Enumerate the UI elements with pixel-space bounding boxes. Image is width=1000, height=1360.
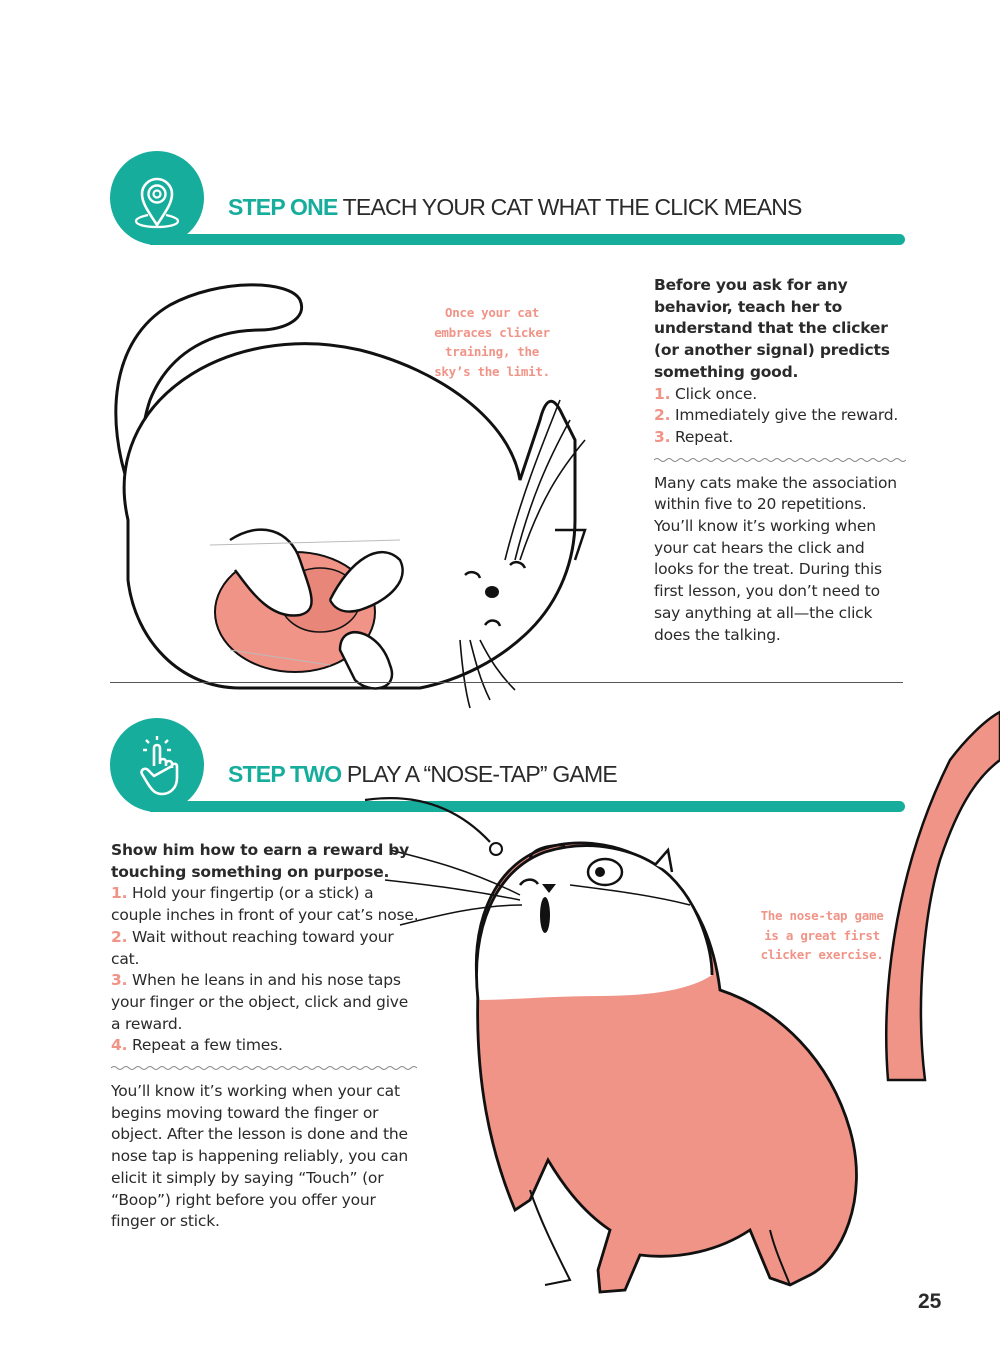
step-two-item-2: 2. Wait without reaching toward your cat. bbox=[111, 927, 394, 968]
step-one-item-3: 3. Repeat. bbox=[654, 427, 734, 446]
step-two-keyword: STEP TWO bbox=[228, 761, 342, 787]
step-one-keyword: STEP ONE bbox=[228, 194, 338, 220]
step-two-item-4: 4. Repeat a few times. bbox=[111, 1036, 283, 1055]
step-two-title-text: PLAY A “NOSE-TAP” GAME bbox=[341, 761, 617, 787]
step-two-body: You’ll know it’s working when your cat begins moving toward the finger or object. After the lesson is done and the nose tap is happening reliably, you can elicit it simply by saying “Touch” (or “Boop”) right before you offer your finger or stick. bbox=[111, 1082, 409, 1231]
step-two-text bbox=[111, 840, 421, 1233]
step-one-lead: Before you ask for any behavior, teach her to understand that the clicker (or another signal) predicts something good. bbox=[654, 276, 890, 381]
step-one-title-text: TEACH YOUR CAT WHAT THE CLICK MEANS bbox=[337, 194, 802, 220]
step-one-item-1: 1. Click once. bbox=[654, 384, 757, 403]
step-two-item-1: 1. Hold your fingertip (or a stick) a couple inches in front of your cat’s nose. bbox=[111, 884, 419, 925]
page-number: 25 bbox=[918, 1290, 942, 1313]
step-one-body: Many cats make the association within five to 20 repetitions. You’ll know it’s working when your cat hears the click and looks for the treat. During this first lesson, you don’t need to say anything at all—the click does the talking. bbox=[654, 473, 897, 644]
step-two-item-3: 3. When he leans in and his nose taps your finger or the object, click and give a reward. bbox=[111, 971, 409, 1033]
step-two-lead: Show him how to earn a reward by touching something on purpose. bbox=[111, 841, 410, 881]
step-one-item-2: 2. Immediately give the reward. bbox=[654, 406, 899, 425]
wavy-divider bbox=[111, 1065, 417, 1071]
step-one-caption: Once your cat embraces clicker training, the sky’s the limit. bbox=[434, 305, 550, 379]
step-two-caption: The nose-tap game is a great first clicker exercise. bbox=[760, 908, 884, 962]
